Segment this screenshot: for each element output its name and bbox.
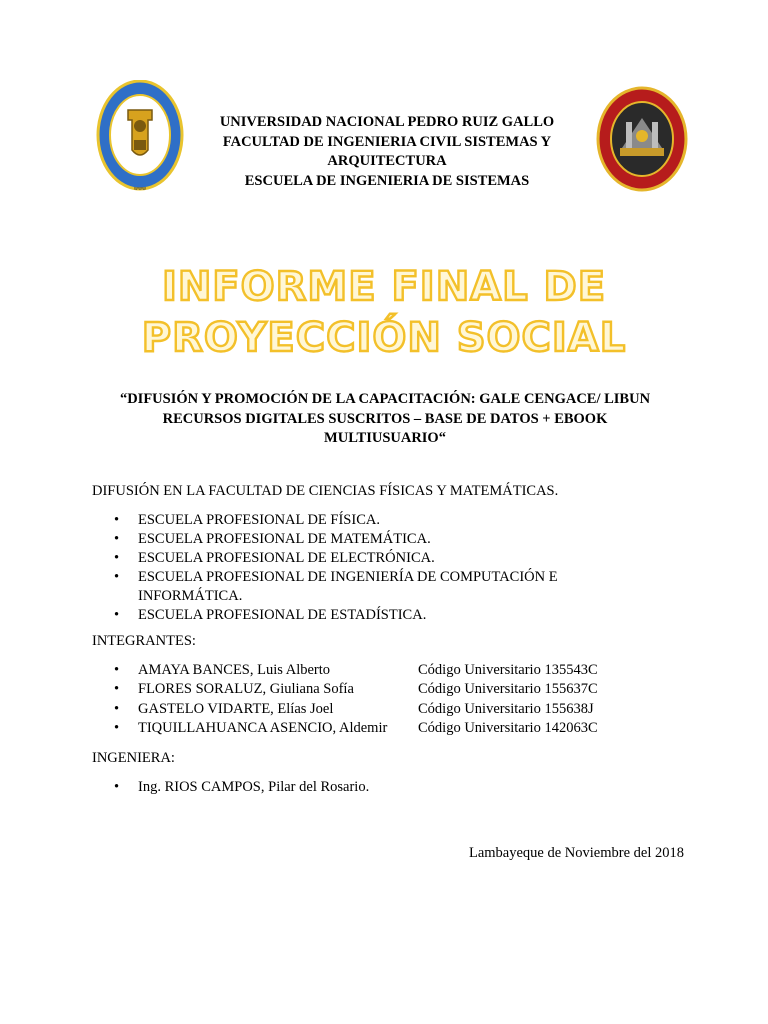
university-name: UNIVERSIDAD NACIONAL PEDRO RUIZ GALLO [219,114,555,130]
list-item: • ESCUELA PROFESIONAL DE ESTADÍSTICA. [114,607,427,623]
member-name: TIQUILLAHUANCA ASENCIO, Aldemir [138,719,388,736]
institution-header [186,113,588,191]
bullet-icon: • [114,662,120,678]
member-row [92,680,598,699]
school-name: ESCUELA DE INGENIERIA DE SISTEMAS [244,172,530,189]
engineer-heading: INGENIERA: [92,750,175,766]
member-name: GASTELO VIDARTE, Elías Joel [138,700,334,717]
report-title-line2: PROYECCIÓN SOCIAL [141,315,627,361]
faculty-seal-logo [596,86,688,192]
faculty-name-line2: ARQUITECTURA [327,153,447,169]
bullet-icon: • [114,607,120,623]
faculty-name-line1: FACULTAD DE INGENIERIA CIVIL SISTEMAS Y [222,133,552,150]
list-item: • ESCUELA PROFESIONAL DE FÍSICA. [114,512,380,528]
list-item [92,778,369,797]
member-name: FLORES SORALUZ, Giuliana Sofía [138,681,354,698]
list-item: • ESCUELA PROFESIONAL DE ELECTRÓNICA. [114,550,435,566]
engineer-list [92,778,369,797]
list-item: • ESCUELA PROFESIONAL DE INGENIERÍA DE COMPUTACIÓN E INFORMÁTICA. [114,569,558,604]
university-seal-logo [96,80,184,198]
member-code: Código Universitario 135543C [418,662,598,678]
member-code: Código Universitario 155637C [418,681,598,698]
engineer-name: Ing. RIOS CAMPOS, Pilar del Rosario. [138,779,370,795]
bullet-icon: • [114,779,120,795]
member-code: Código Universitario 155638J [418,700,594,717]
list-item: • ESCUELA PROFESIONAL DE MATEMÁTICA. [114,531,431,547]
members-list [92,661,598,738]
bullet-icon: • [114,719,120,736]
subtitle-line3: MULTIUSUARIO“ [324,430,446,446]
subtitle-line2: RECURSOS DIGITALES SUSCRITOS – BASE DE DATOS + EBOOK [162,410,608,427]
bullet-icon: • [114,512,120,528]
diffusion-heading: DIFUSIÓN EN LA FACULTAD DE CIENCIAS FÍSICAS Y MATEMÁTICAS. [92,483,559,499]
member-code: Código Universitario 142063C [418,719,598,736]
bullet-icon: • [114,569,120,585]
report-title [0,262,768,364]
place-and-date: Lambayeque de Noviembre del 2018 [468,845,684,861]
report-subtitle [90,390,680,449]
svg-text:www: www [133,186,147,192]
bullet-icon: • [114,700,120,717]
member-name: AMAYA BANCES, Luis Alberto [138,662,331,678]
member-row [92,700,598,719]
bullet-icon: • [114,681,120,698]
member-row [92,719,598,738]
schools-list [92,511,612,625]
bullet-icon: • [114,550,120,566]
members-heading: INTEGRANTES: [92,633,196,649]
member-row [92,661,598,680]
subtitle-line1: “DIFUSIÓN Y PROMOCIÓN DE LA CAPACITACIÓN: GALE CENGACE/ LIBUN [119,391,651,407]
bullet-icon: • [114,531,120,547]
report-title-line1: INFORME FINAL DE [161,264,607,310]
